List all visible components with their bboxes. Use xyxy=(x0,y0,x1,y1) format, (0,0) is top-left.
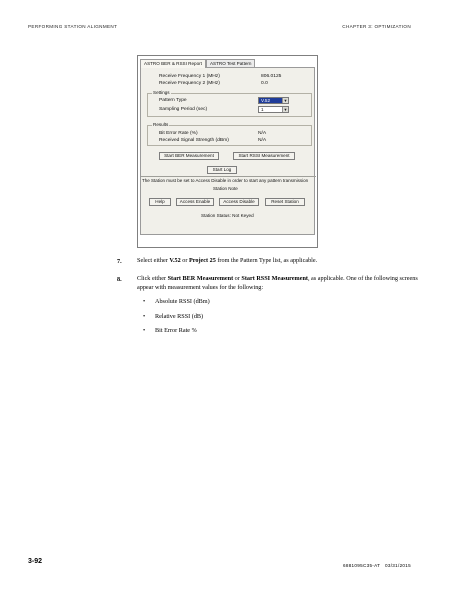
tab-ber-rssi-report[interactable]: ASTRO BER & RSSI Report xyxy=(140,59,206,68)
help-button[interactable]: Help xyxy=(149,198,171,206)
warning-text: The Station must be set to Access Disable in order to start any pattern transmission xyxy=(142,178,309,183)
step-text xyxy=(137,257,427,266)
bullet-icon: • xyxy=(143,327,146,334)
results-group xyxy=(147,122,312,146)
results-title: Results xyxy=(153,122,169,127)
start-ber-ref: Start BER Measurement xyxy=(167,275,234,282)
pattern-project25-ref: Project 25 xyxy=(188,257,216,264)
ber-value: N/A xyxy=(258,131,267,136)
doc-date: 03/31/2015 xyxy=(385,563,411,568)
pattern-type-select[interactable] xyxy=(258,97,289,104)
running-header-left: PERFORMING STATION ALIGNMENT xyxy=(28,24,118,29)
start-rssi-measurement-button[interactable]: Start RSSI Measurement xyxy=(233,152,295,160)
station-note-label: Station Note xyxy=(213,186,238,191)
settings-title: Settings xyxy=(153,90,170,95)
settings-group xyxy=(147,90,312,117)
embedded-screenshot-window xyxy=(137,55,318,248)
step-text-part: or xyxy=(180,257,189,264)
footer-doc-info xyxy=(343,563,411,568)
step-text-part: Click either xyxy=(137,275,168,282)
tab-test-pattern[interactable]: ASTRO Test Pattern xyxy=(206,59,256,67)
start-log-button[interactable]: Start Log xyxy=(207,166,237,174)
step-text xyxy=(137,275,429,292)
access-enable-button[interactable]: Access Enable xyxy=(176,198,214,206)
receive-freq-2-label: Receive Frequency 2 (MHz) xyxy=(159,81,220,86)
step-text-part: or xyxy=(233,275,242,282)
bullet-icon: • xyxy=(143,313,146,320)
station-status-label: Station Status: xyxy=(201,213,231,218)
sampling-period-label: Sampling Period (sec) xyxy=(159,107,208,112)
pattern-type-value: V.52 xyxy=(261,98,271,103)
sampling-period-select[interactable] xyxy=(258,106,289,113)
bullet-item: Bit Error Rate % xyxy=(155,327,197,334)
chevron-down-icon[interactable]: ▼ xyxy=(283,98,288,103)
running-header-right: CHAPTER 3: OPTIMIZATION xyxy=(342,24,411,29)
bullet-item: Relative RSSI (dB) xyxy=(155,313,204,320)
tab-panel xyxy=(140,67,315,235)
divider xyxy=(141,176,316,177)
access-disable-button[interactable]: Access Disable xyxy=(219,198,259,206)
page-number: 3-92 xyxy=(28,558,43,565)
doc-id: 6881095C35-AT xyxy=(342,563,381,568)
sampling-period-value: 1 xyxy=(261,107,264,112)
tab-bar xyxy=(140,59,255,67)
step-text-part: , as applicable. One of the following screens appear with measurement values for the following: xyxy=(137,275,418,291)
reset-station-button[interactable]: Reset Station xyxy=(265,198,305,206)
receive-freq-1-value: 806.0125 xyxy=(261,74,282,79)
chevron-down-icon[interactable]: ▼ xyxy=(283,107,288,112)
pattern-type-label: Pattern Type xyxy=(159,98,187,103)
ber-label: Bit Error Rate (%) xyxy=(159,131,198,136)
start-rssi-ref: Start RSSI Measurement xyxy=(241,275,308,282)
step-text-part: from the Pattern Type list, as applicable. xyxy=(215,257,318,264)
receive-freq-2-value: 0.0 xyxy=(261,81,268,86)
step-number: 7. xyxy=(117,258,122,265)
bullet-icon: • xyxy=(143,298,146,305)
step-number: 8. xyxy=(117,276,122,283)
rssi-value: N/A xyxy=(258,138,267,143)
station-status xyxy=(201,213,254,218)
station-status-value: Not Keyed xyxy=(232,213,254,218)
step-text-part: Select either xyxy=(137,257,170,264)
pattern-v52-ref: V.52 xyxy=(169,257,181,264)
receive-freq-1-label: Receive Frequency 1 (MHz) xyxy=(159,74,220,79)
rssi-label: Received Signal Strength (dBm) xyxy=(159,138,229,143)
start-ber-measurement-button[interactable]: Start BER Measurement xyxy=(159,152,219,160)
bullet-item: Absolute RSSI (dBm) xyxy=(155,298,210,305)
